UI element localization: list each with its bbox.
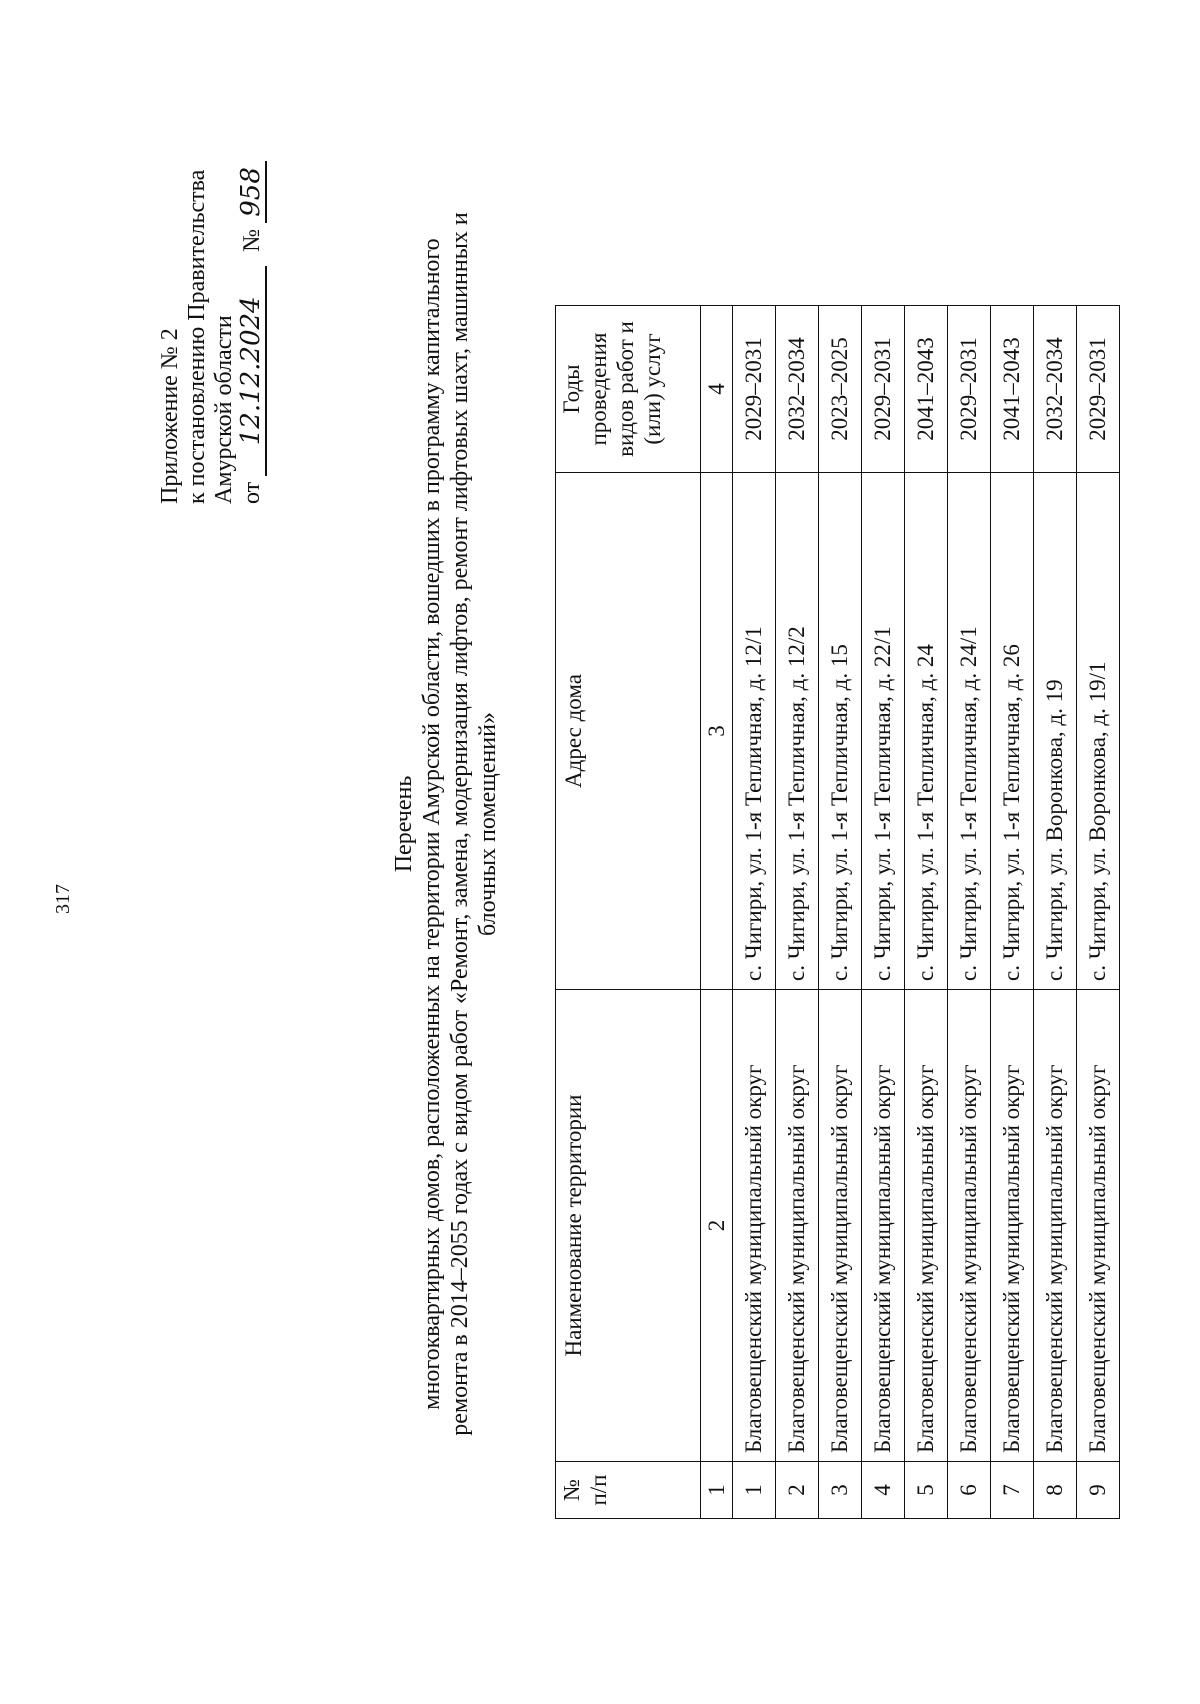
table-row — [1077, 306, 1120, 1519]
years-cell: 2029–2031 — [733, 306, 776, 473]
address-cell: с. Чигири, ул. 1-я Тепличная, д. 22/1 — [862, 473, 905, 990]
address-cell: с. Чигири, ул. Воронкова, д. 19/1 — [1077, 473, 1120, 990]
column-number: 1 — [701, 1462, 733, 1519]
date-prefix: от — [239, 481, 265, 504]
years-cell: 2029–2031 — [948, 306, 991, 473]
appendix-region: Амурской области — [211, 315, 237, 504]
row-number: 6 — [948, 1462, 991, 1519]
header-address: Адрес дома — [556, 473, 701, 990]
column-number: 4 — [701, 306, 733, 473]
row-number: 3 — [819, 1462, 862, 1519]
column-number: 2 — [701, 990, 733, 1462]
column-number: 3 — [701, 473, 733, 990]
years-cell: 2041–2043 — [991, 306, 1034, 473]
header-years: Годы проведения видов работ и (или) услуг — [556, 306, 701, 473]
row-number: 1 — [733, 1462, 776, 1519]
address-cell: с. Чигири, ул. 1-я Тепличная, д. 24 — [905, 473, 948, 990]
table-row — [1034, 306, 1077, 1519]
address-cell: с. Чигири, ул. 1-я Тепличная, д. 26 — [991, 473, 1034, 990]
address-cell: с. Чигири, ул. Воронкова, д. 19 — [1034, 473, 1077, 990]
appendix-date-line — [238, 161, 267, 504]
row-number: 9 — [1077, 1462, 1120, 1519]
title-line-2: ремонта в 2014–2055 годах с видом работ «Ремонт, замена, модернизация лифтов, ремонт лифтовых шахт, машинных и — [447, 212, 473, 1436]
row-number: 2 — [776, 1462, 819, 1519]
address-cell: с. Чигири, ул. 1-я Тепличная, д. 12/2 — [776, 473, 819, 990]
header-territory: Наименование территории — [556, 990, 701, 1462]
years-cell: 2029–2031 — [1077, 306, 1120, 473]
years-cell: 2032–2034 — [1034, 306, 1077, 473]
handwritten-number: 958 — [238, 161, 267, 223]
table-header-row — [556, 306, 701, 1519]
number-prefix: № — [239, 228, 265, 252]
address-cell: с. Чигири, ул. 1-я Тепличная, д. 12/1 — [733, 473, 776, 990]
title-line-3: блочных помещений» — [475, 712, 501, 936]
row-number: 5 — [905, 1462, 948, 1519]
territory-cell: Благовещенский муниципальный округ — [1077, 990, 1120, 1462]
territory-cell: Благовещенский муниципальный округ — [948, 990, 991, 1462]
territory-cell: Благовещенский муниципальный округ — [1034, 990, 1077, 1462]
table-row — [819, 306, 862, 1519]
row-number: 7 — [991, 1462, 1034, 1519]
houses-table — [555, 305, 1120, 1519]
appendix-reference: к постановлению Правительства — [184, 169, 210, 504]
handwritten-date: 12.12.2024 — [238, 266, 267, 476]
years-cell: 2032–2034 — [776, 306, 819, 473]
territory-cell: Благовещенский муниципальный округ — [776, 990, 819, 1462]
territory-cell: Благовещенский муниципальный округ — [991, 990, 1034, 1462]
document-title — [390, 104, 502, 1544]
address-cell: с. Чигири, ул. 1-я Тепличная, д. 15 — [819, 473, 862, 990]
territory-cell: Благовещенский муниципальный округ — [819, 990, 862, 1462]
years-cell: 2029–2031 — [862, 306, 905, 473]
table-row — [948, 306, 991, 1519]
territory-cell: Благовещенский муниципальный округ — [862, 990, 905, 1462]
table-row — [862, 306, 905, 1519]
title-line-1: многоквартирных домов, расположенных на территории Амурской области, вошедших в программу капитального — [419, 238, 445, 1410]
table-row — [776, 306, 819, 1519]
row-number: 8 — [1034, 1462, 1077, 1519]
table-row — [991, 306, 1034, 1519]
appendix-title: Приложение № 2 — [157, 328, 183, 504]
years-cell: 2041–2043 — [905, 306, 948, 473]
table-row — [905, 306, 948, 1519]
column-number-row — [701, 306, 733, 1519]
page-number: 317 — [52, 884, 74, 914]
title-heading: Перечень — [391, 775, 417, 873]
header-number: № п/п — [556, 1462, 701, 1519]
address-cell: с. Чигири, ул. 1-я Тепличная, д. 24/1 — [948, 473, 991, 990]
table-row — [733, 306, 776, 1519]
territory-cell: Благовещенский муниципальный округ — [733, 990, 776, 1462]
appendix-block — [157, 161, 267, 504]
territory-cell: Благовещенский муниципальный округ — [905, 990, 948, 1462]
row-number: 4 — [862, 1462, 905, 1519]
years-cell: 2023–2025 — [819, 306, 862, 473]
